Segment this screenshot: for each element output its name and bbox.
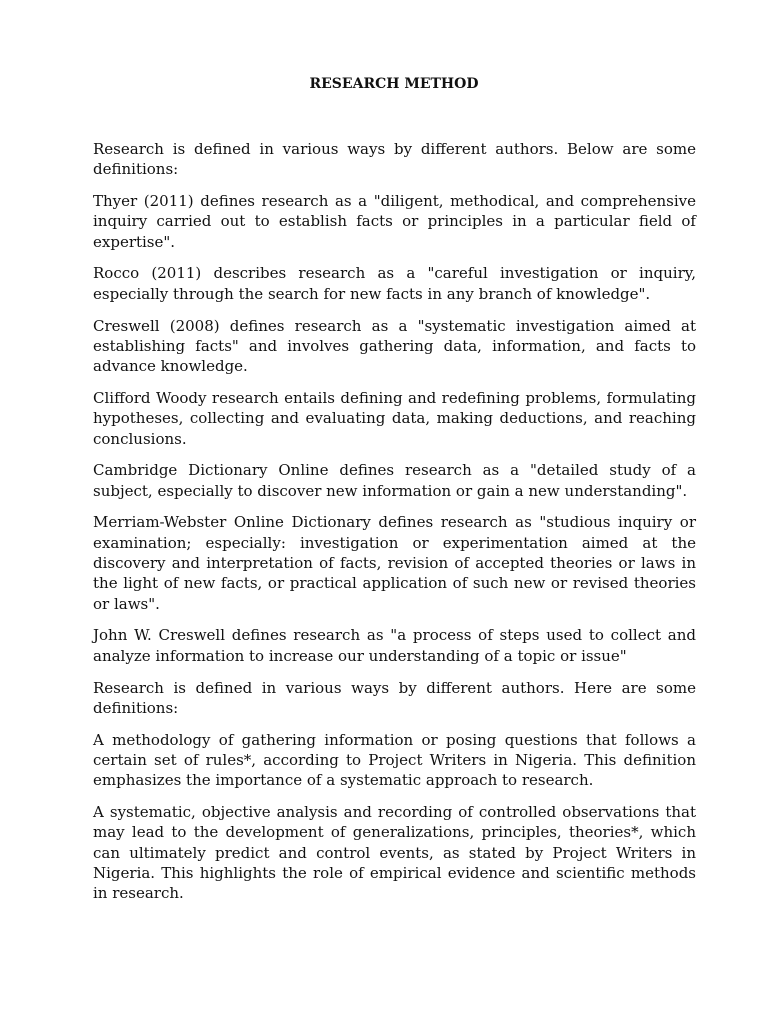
paragraph-creswell-2008: Creswell (2008) defines research as a "systematic investigation aimed at establishing facts" and involves gathering data, information, and facts to advance knowledge. [93, 316, 696, 376]
paragraph-methodology: A methodology of gathering information or posing questions that follows a certain set of rules*, according to Project Writers in Nigeria. This definition emphasizes the importance of a systematic approach to research. [93, 730, 696, 790]
paragraph-clifford-woody: Clifford Woody research entails defining and redefining problems, formulating hypotheses, collecting and evaluating data, making deductions, and reaching conclusions. [93, 388, 696, 448]
paragraph-merriam-webster: Merriam-Webster Online Dictionary defines research as "studious inquiry or examination; especially: investigation or experimentation aimed at the discovery and interpretation of facts, revision of accepted theories or laws in the light of new facts, or practical application of such new or revised theories or laws". [93, 513, 696, 613]
paragraph-cambridge: Cambridge Dictionary Online defines research as a "detailed study of a subject, especially to discover new information or gain a new understanding". [93, 461, 696, 500]
paragraph-intro-repeat: Research is defined in various ways by different authors. Here are some definitions: [93, 678, 696, 717]
document-body [93, 139, 696, 915]
paragraph-rocco: Rocco (2011) describes research as a "careful investigation or inquiry, especially through the search for new facts in any branch of knowledge". [93, 264, 696, 303]
paragraph-thyer: Thyer (2011) defines research as a "diligent, methodical, and comprehensive inquiry carried out to establish facts or principles in a particular field of expertise". [93, 192, 696, 251]
paragraph-systematic-analysis: A systematic, objective analysis and recording of controlled observations that may lead to the development of generalizations, principles, theories*, which can ultimately predict and control events, as stated by Project Writers in Nigeria. This highlights the role of empirical evidence and scientific methods in research. [93, 803, 696, 903]
document-title: RESEARCH METHOD [309, 76, 479, 92]
paragraph-intro: Research is defined in various ways by different authors. Below are some definitions: [93, 140, 696, 179]
paragraph-john-creswell: John W. Creswell defines research as "a process of steps used to collect and analyze information to increase our understanding of a topic or issue" [93, 626, 696, 665]
